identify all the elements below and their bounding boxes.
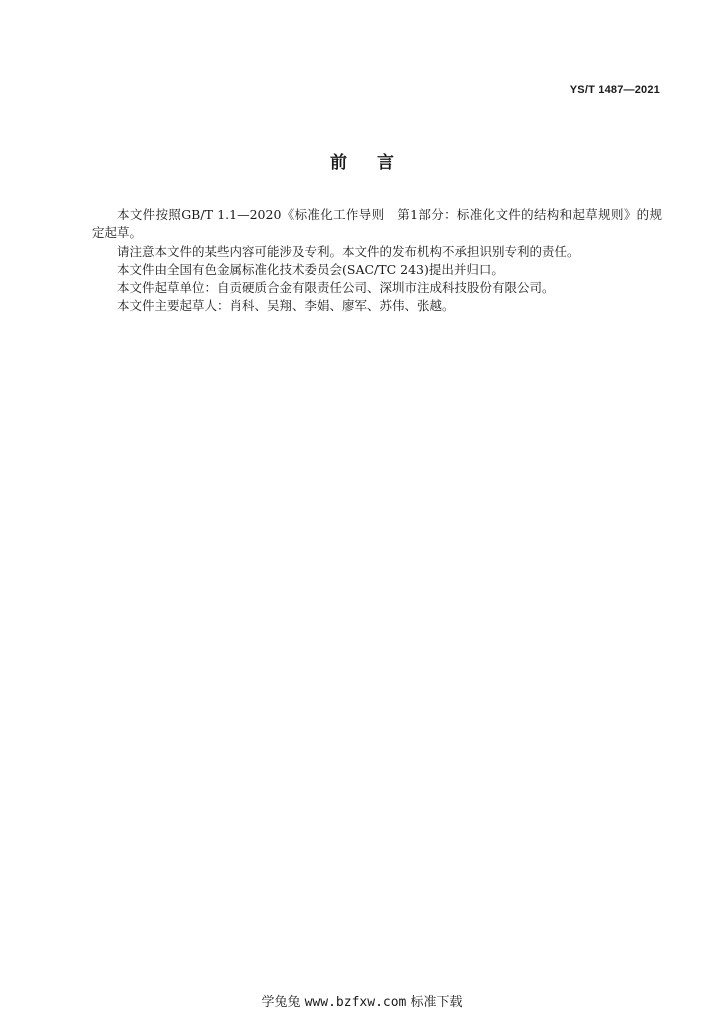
standard-code: YS/T 1487—2021 bbox=[569, 84, 660, 96]
footer-watermark bbox=[0, 991, 724, 1010]
paragraph-drafters: 本文件主要起草人：肖科、吴翔、李娟、廖军、苏伟、张越。 bbox=[117, 298, 455, 314]
paragraph-drafting-units: 本文件起草单位：自贡硬质合金有限责任公司、深圳市注成科技股份有限公司。 bbox=[117, 280, 555, 296]
paragraph-patent-notice: 请注意本文件的某些内容可能涉及专利。本文件的发布机构不承担识别专利的责任。 bbox=[117, 243, 580, 259]
footer-site-name: 学兔兔 bbox=[261, 995, 301, 1010]
footer-label: 标准下载 bbox=[410, 995, 463, 1010]
footer-url-link[interactable]: www.bzfxw.com bbox=[304, 995, 407, 1010]
page-title: 前言 bbox=[330, 153, 424, 173]
paragraph-drafting-rules: 本文件按照GB/T 1.1—2020《标准化工作导则 第1部分：标准化文件的结构和起草规则》的规定起草。 bbox=[92, 207, 662, 241]
paragraph-proposer: 本文件由全国有色金属标准化技术委员会(SAC/TC 243)提出并归口。 bbox=[117, 261, 504, 277]
foreword-body bbox=[92, 206, 662, 316]
